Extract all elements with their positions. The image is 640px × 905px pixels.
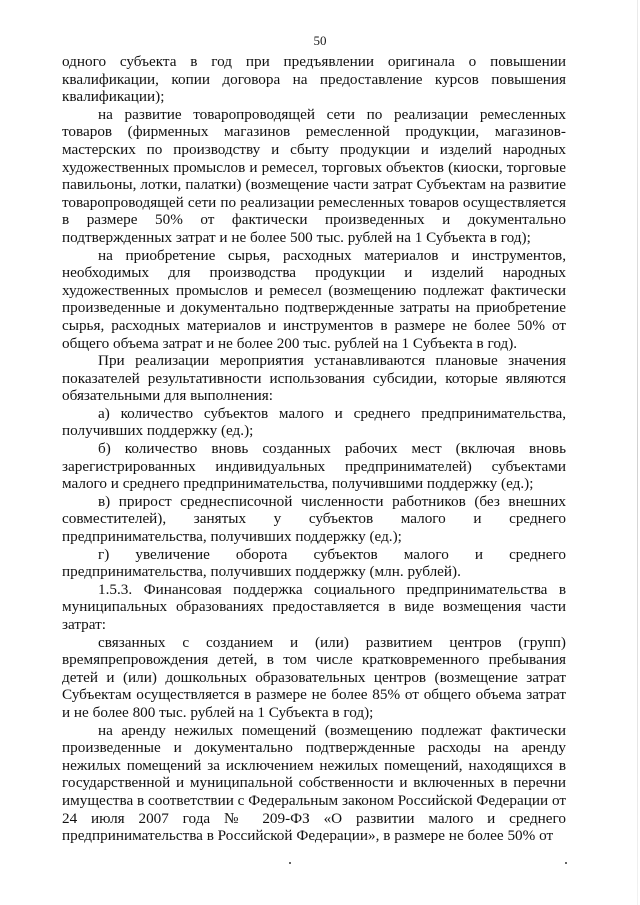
paragraph-7: в) прирост среднесписочной численности работников (без внешних совместителей), занятых у субъектов малого и среднего предпринимательства, получивших поддержку (ед.); [62, 492, 566, 546]
paragraph-8: г) увеличение оборота субъектов малого и среднего предпринимательства, получивших поддержку (млн. рублей). [62, 545, 566, 581]
page-number: 50 [313, 33, 327, 48]
paragraph-5: а) количество субъектов малого и среднего предпринимательства, получивших поддержку (ед.); [62, 404, 566, 440]
scan-dot-left [289, 862, 291, 864]
paragraph-3: на приобретение сырья, расходных материалов и инструментов, необходимых для производства продукции и изделий народных художественных промыслов и ремесел (возмещению подлежат фактически произведенные и документально подтвержденные затраты на приобретение сырья, расходных материалов и инструментов в размере не более 50% от общего объема затрат и не более 200 тыс. рублей на 1 Субъекта в год). [62, 246, 566, 352]
paragraph-1: одного субъекта в год при предъявлении оригинала о повышении квалификации, копии договора на предоставление курсов повышения квалификации); [62, 53, 566, 106]
document-body [62, 53, 566, 845]
paragraph-4: При реализации мероприятия устанавливаются плановые значения показателей результативности использования субсидии, которые являются обязательными для выполнения: [62, 352, 566, 405]
paragraph-9: 1.5.3. Финансовая поддержка социального предпринимательства в муниципальных образованиях предоставляется в виде возмещения части затрат: [62, 580, 566, 633]
scan-edge-shadow [637, 0, 638, 905]
paragraph-6: б) количество вновь созданных рабочих мест (включая вновь зарегистрированных индивидуальных предпринимателей) субъектами малого и среднего предпринимательства, получившими поддержку (ед.); [62, 440, 566, 493]
paragraph-2: на развитие товаропроводящей сети по реализации ремесленных товаров (фирменных магазинов ремесленной продукции, магазинов-мастерских по производству и сбыту продукции и изделий народных художественных промыслов и ремесел, торговых объектов (киоски, торговые павильоны, лотки, палатки) (возмещение части затрат Субъектам на развитие товаропроводящей сети по реализации ремесленных товаров осуществляется в размере 50% от фактически произведенных и документально подтвержденных затрат и не более 500 тыс. рублей на 1 Субъекта в год); [62, 105, 566, 246]
paragraph-10: связанных с созданием и (или) развитием центров (групп) времяпрепровождения детей, в том числе кратковременного пребывания детей и (или) дошкольных образовательных центров (возмещение затрат Субъектам осуществляется в размере не более 85% от общего объема затрат и не более 800 тыс. рублей на 1 Субъекта в год); [62, 633, 566, 721]
scan-dot-right [565, 862, 567, 864]
paragraph-11: на аренду нежилых помещений (возмещению подлежат фактически произведенные и документально подтвержденные расходы на аренду нежилых помещений за исключением нежилых помещений, находящихся в государственной и муниципальной собственности и включенных в перечни имущества в соответствии с Федеральным законом Российской Федерации от 24 июля 2007 года № 209-ФЗ «О развитии малого и среднего предпринимательства в Российской Федерации», в размере не более 50% от [62, 721, 566, 845]
